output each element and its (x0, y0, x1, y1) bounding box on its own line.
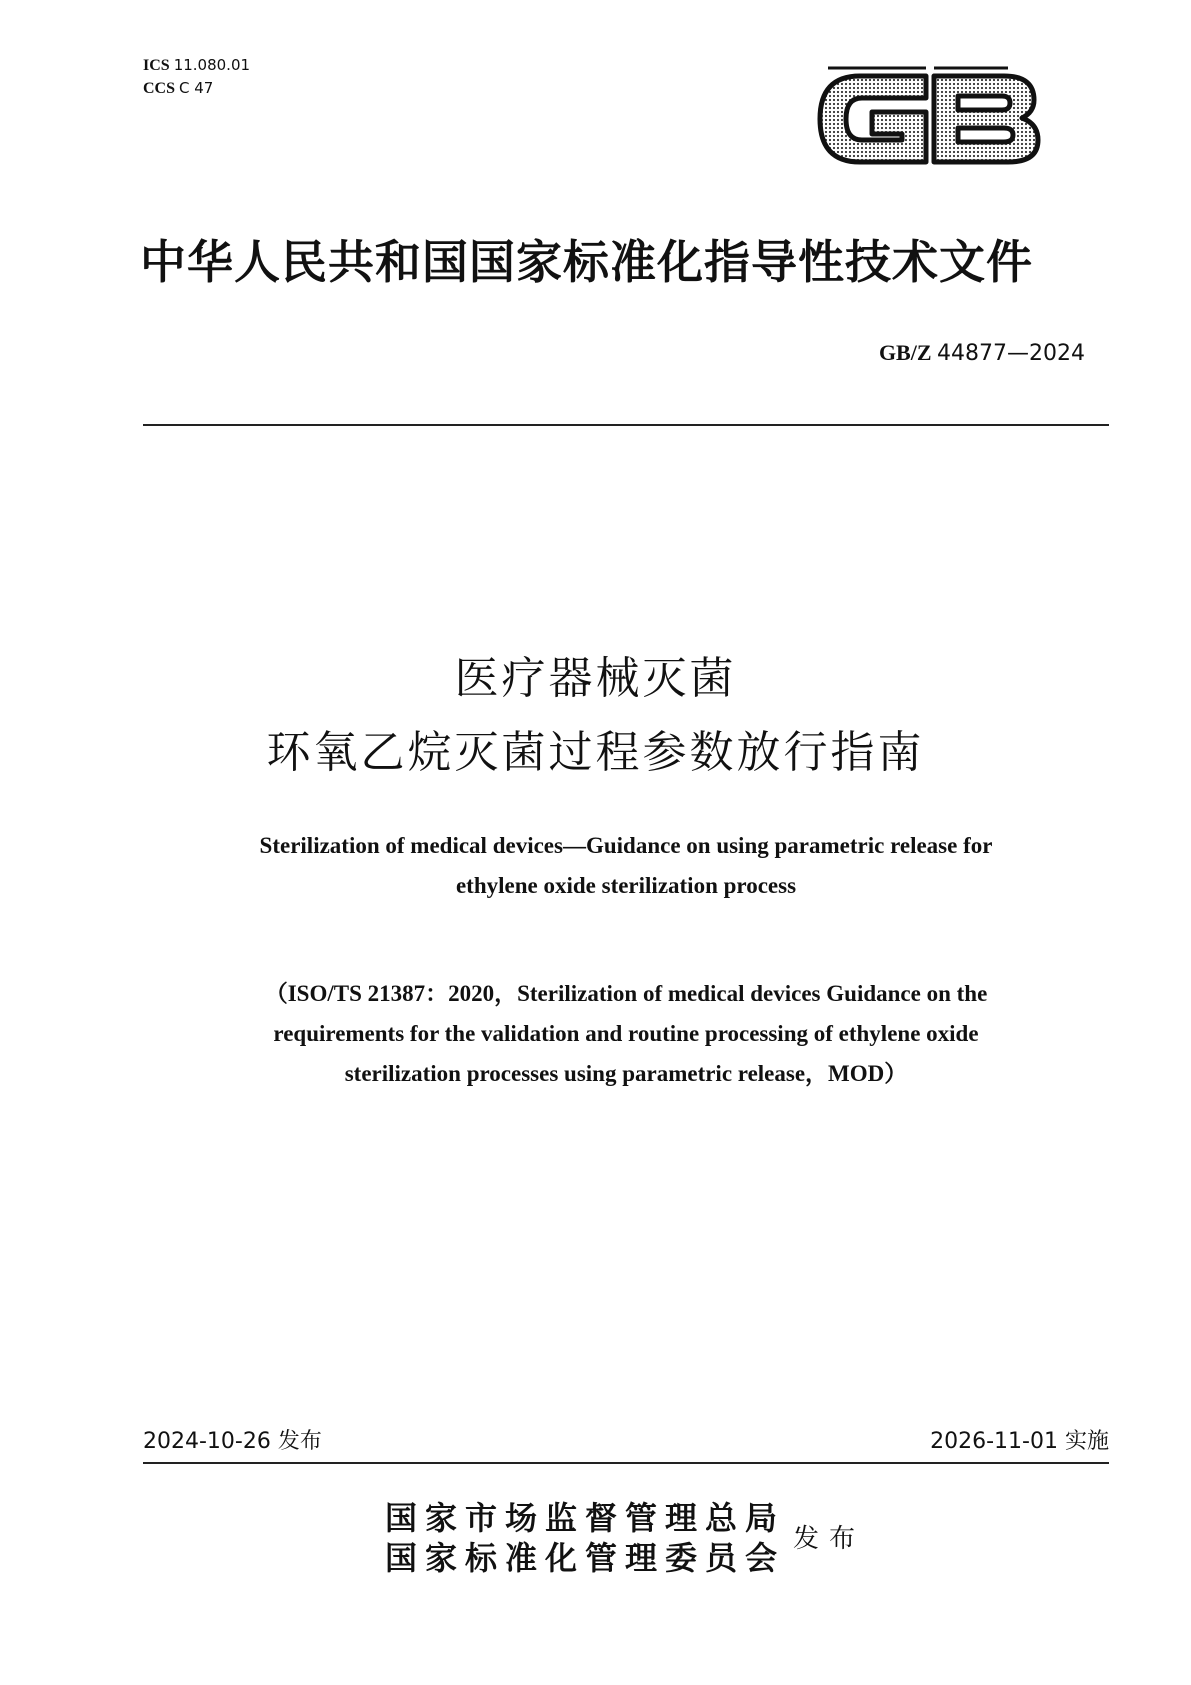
implementation-date (930, 1424, 1109, 1455)
publishing-authorities (385, 1498, 785, 1578)
ics-classification (143, 54, 250, 100)
chinese-title-line1: 医疗器械灭菌 (454, 653, 737, 704)
issue-date-value: 2024-10-26 (143, 1429, 271, 1454)
gb-logo-icon (808, 58, 1048, 180)
ics-label: ICS (143, 57, 170, 74)
implementation-date-label: 实施 (1064, 1429, 1109, 1454)
bottom-divider (143, 1462, 1109, 1464)
standard-number (879, 340, 1085, 366)
implementation-date-value: 2026-11-01 (930, 1429, 1058, 1454)
english-title-line1: Sterilization of medical devices—Guidance on using parametric release for (259, 833, 993, 858)
standard-code: 44877—2024 (937, 341, 1085, 366)
chinese-title (0, 642, 1191, 790)
publisher-1: 国家市场监督管理总局 (385, 1500, 786, 1536)
english-title-line2: ethylene oxide sterilization process (455, 873, 797, 898)
ccs-code: C 47 (179, 79, 214, 97)
issue-date (143, 1424, 322, 1455)
ics-line (143, 54, 250, 77)
chinese-title-line2: 环氧乙烷灭菌过程参数放行指南 (266, 727, 925, 778)
english-title (160, 826, 1092, 906)
ccs-label: CCS (143, 80, 176, 97)
publisher-2: 国家标准化管理委员会 (385, 1540, 786, 1576)
standard-prefix: GB/Z (878, 340, 932, 365)
ccs-line (143, 77, 250, 100)
top-divider (143, 424, 1109, 426)
adoption-note-line2: requirements for the validation and routine processing of ethylene oxide (273, 1021, 979, 1046)
adoption-note-line1: （ISO/TS 21387：2020，Sterilization of medical devices Guidance on the (264, 981, 988, 1006)
adoption-note-line3: sterilization processes using parametric release，MOD） (344, 1061, 908, 1086)
issue-date-label: 发布 (277, 1429, 322, 1454)
publish-label: 发布 (793, 1524, 866, 1553)
ics-code: 11.080.01 (173, 56, 251, 74)
document-class-title: 中华人民共和国国家标准化指导性技术文件 (140, 237, 1033, 288)
adoption-note (180, 974, 1072, 1094)
